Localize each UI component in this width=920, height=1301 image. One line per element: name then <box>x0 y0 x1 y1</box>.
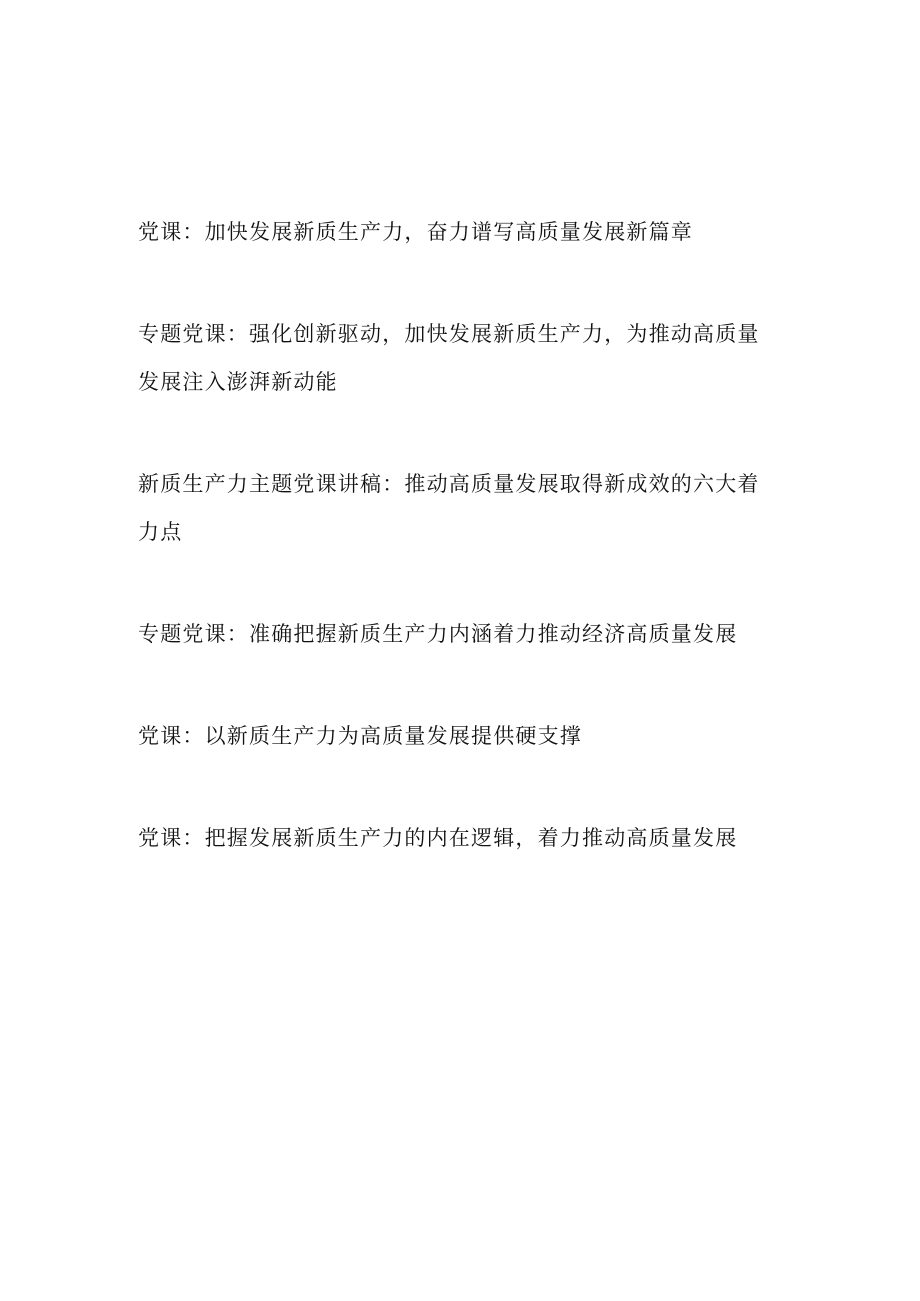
document-title-entry: 专题党课：准确把握新质生产力内涵着力推动经济高质量发展 <box>138 622 738 646</box>
title-list <box>138 208 768 916</box>
document-title-entry: 新质生产力主题党课讲稿：推动高质量发展取得新成效的六大着力点 <box>138 472 760 544</box>
document-title-entry: 专题党课：强化创新驱动，加快发展新质生产力，为推动高质量发展注入澎湃新动能 <box>138 322 760 394</box>
document-title-entry: 党课：把握发展新质生产力的内在逻辑，着力推动高质量发展 <box>138 826 738 850</box>
document-title-entry: 党课：加快发展新质生产力，奋力谱写高质量发展新篇章 <box>138 220 693 244</box>
document-title-entry: 党课：以新质生产力为高质量发展提供硬支撑 <box>138 724 582 748</box>
